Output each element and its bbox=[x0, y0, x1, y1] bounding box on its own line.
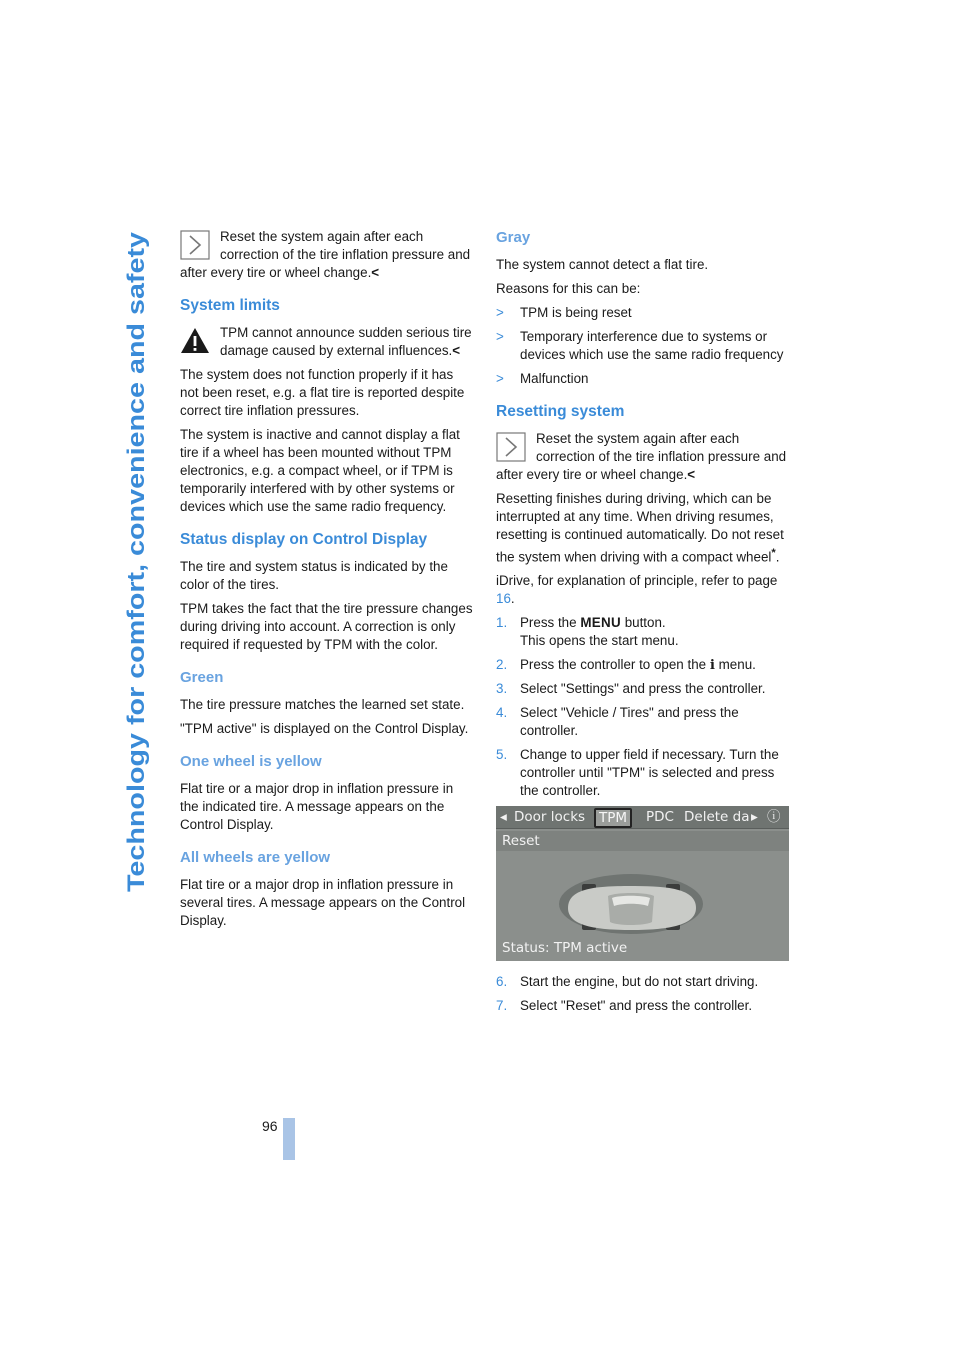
list-item bbox=[496, 328, 791, 364]
tab-tpm: TPM bbox=[594, 808, 632, 828]
step-text: menu. bbox=[718, 657, 756, 673]
list-item-text: TPM is being reset bbox=[520, 305, 632, 320]
step-text: This opens the start menu. bbox=[520, 633, 679, 649]
reset-label: Reset bbox=[502, 833, 540, 850]
option-star: * bbox=[771, 547, 776, 559]
bullet-marker: > bbox=[496, 371, 504, 386]
scroll-right-icon: ▸ bbox=[751, 809, 758, 826]
tpm-status: Status: TPM active bbox=[502, 940, 628, 957]
step-text: Select "Settings" and press the controller. bbox=[520, 681, 766, 697]
step-text: button. bbox=[624, 615, 666, 631]
tab-delete: Delete da bbox=[684, 809, 750, 826]
warning-text: TPM cannot announce sudden serious tire damage caused by external influences. bbox=[220, 325, 472, 358]
status-display-p2: TPM takes the fact that the tire pressure changes during driving into account. A correction is only required if requested by TPM with the color. bbox=[180, 601, 473, 652]
car-icon bbox=[556, 846, 706, 946]
gray-reasons-list bbox=[496, 304, 791, 388]
step-number: 5. bbox=[496, 747, 508, 763]
all-yellow-p1: Flat tire or a major drop in inflation pressure in several tires. A message appears on the Control Display. bbox=[180, 877, 466, 928]
step-text: Start the engine, but do not start driving. bbox=[520, 974, 759, 990]
warning-note bbox=[180, 324, 475, 360]
warning-triangle-icon bbox=[180, 326, 212, 358]
note-arrow-icon bbox=[180, 230, 212, 262]
system-limits-p2: The system is inactive and cannot display a flat tire if a wheel has been mounted without TPM electronics, e.g. a compact wheel, or if TPM is temporarily interfered with by other systems or devices which use the same radio frequency. bbox=[180, 427, 460, 514]
all-yellow-heading: All wheels are yellow bbox=[180, 849, 331, 866]
green-heading: Green bbox=[180, 669, 224, 686]
step-item bbox=[496, 746, 791, 800]
bullet-marker: > bbox=[496, 305, 504, 320]
tab-door-locks: Door locks bbox=[514, 809, 586, 826]
step-number: 1. bbox=[496, 615, 508, 631]
gray-heading: Gray bbox=[496, 229, 531, 246]
side-title-text: Technology for comfort, convenience and safety bbox=[123, 328, 150, 892]
status-display-p1: The tire and system status is indicated by the color of the tires. bbox=[180, 559, 448, 592]
list-item bbox=[496, 370, 791, 388]
gray-p2: Reasons for this can be: bbox=[496, 281, 641, 296]
page-number: 96 bbox=[262, 1118, 278, 1134]
side-title-graphic bbox=[108, 232, 156, 892]
note-arrow-icon bbox=[496, 432, 528, 464]
step-item bbox=[496, 704, 791, 740]
steps-list-continued bbox=[496, 973, 791, 1015]
step-text: Select "Reset" and press the controller. bbox=[520, 998, 753, 1014]
step-number: 6. bbox=[496, 974, 508, 990]
screen-menu-bar bbox=[496, 806, 789, 829]
step-item bbox=[496, 997, 791, 1015]
info-icon: i bbox=[709, 657, 715, 674]
green-p1: The tire pressure matches the learned set state. bbox=[180, 697, 465, 712]
step-text: Change to upper field if necessary. Turn the controller until "TPM" is selected and press the controller. bbox=[520, 747, 779, 799]
resetting-note-text: Reset the system again after each correction of the tire inflation pressure and after every tire or wheel change. bbox=[496, 431, 787, 482]
step-item bbox=[496, 656, 791, 674]
info-icon: ⓘ bbox=[767, 809, 781, 826]
page-bar bbox=[283, 1118, 295, 1160]
step-item bbox=[496, 614, 791, 650]
resetting-p1-text: Resetting finishes during driving, which can be interrupted at any time. When driving resumes, resetting is continued automatically. Do not reset the system when driving with a compact wheel bbox=[496, 491, 784, 565]
tab-pdc: PDC bbox=[646, 809, 674, 826]
green-p2: "TPM active" is displayed on the Control Display. bbox=[180, 721, 469, 736]
control-display-screenshot bbox=[496, 806, 789, 961]
side-title bbox=[108, 232, 156, 892]
idrive-ref-text: iDrive, for explanation of principle, refer to page bbox=[496, 573, 778, 589]
list-item-text: Temporary interference due to systems or devices which use the same radio frequency bbox=[520, 329, 784, 362]
one-yellow-p1: Flat tire or a major drop in inflation pressure in the indicated tire. A message appears on the Control Display. bbox=[180, 781, 454, 832]
resetting-p1: Resetting finishes during driving, which can be interrupted at any time. When driving resumes, resetting is continued automatically. Do not reset the system when driving with a compact wheel*. bbox=[496, 491, 784, 565]
scroll-left-icon: ◂ bbox=[500, 809, 507, 826]
step-text: Press the controller to open the bbox=[520, 657, 707, 673]
resetting-heading: Resetting system bbox=[496, 403, 625, 420]
bullet-marker: > bbox=[496, 329, 504, 344]
reset-note-text: Reset the system again after each correction of the tire inflation pressure and after every tire or wheel change. bbox=[180, 229, 471, 280]
step-text: Press the bbox=[520, 615, 577, 631]
system-limits-heading: System limits bbox=[180, 297, 280, 314]
end-mark: < bbox=[371, 265, 380, 280]
step-item bbox=[496, 680, 791, 698]
left-column bbox=[180, 228, 475, 936]
menu-key: MENU bbox=[580, 615, 621, 631]
reset-note bbox=[180, 228, 475, 282]
step-number: 7. bbox=[496, 998, 508, 1014]
gray-p1: The system cannot detect a flat tire. bbox=[496, 257, 709, 272]
end-mark: < bbox=[687, 467, 696, 482]
step-text: Select "Vehicle / Tires" and press the controller. bbox=[520, 705, 739, 739]
step-number: 2. bbox=[496, 657, 508, 673]
status-display-heading: Status display on Control Display bbox=[180, 531, 428, 548]
resetting-note bbox=[496, 430, 791, 484]
step-number: 3. bbox=[496, 681, 508, 697]
page-link[interactable]: 16 bbox=[496, 591, 511, 607]
system-limits-p1: The system does not function properly if it has not been reset, e.g. a flat tire is reported despite correct tire inflation pressures. bbox=[180, 367, 465, 418]
end-mark: < bbox=[452, 343, 461, 358]
list-item-text: Malfunction bbox=[520, 371, 589, 386]
right-column bbox=[496, 228, 791, 1021]
one-yellow-heading: One wheel is yellow bbox=[180, 753, 322, 770]
idrive-ref: iDrive, for explanation of principle, refer to page 16. bbox=[496, 573, 778, 607]
step-item bbox=[496, 973, 791, 991]
step-number: 4. bbox=[496, 705, 508, 721]
list-item bbox=[496, 304, 791, 322]
steps-list bbox=[496, 614, 791, 800]
